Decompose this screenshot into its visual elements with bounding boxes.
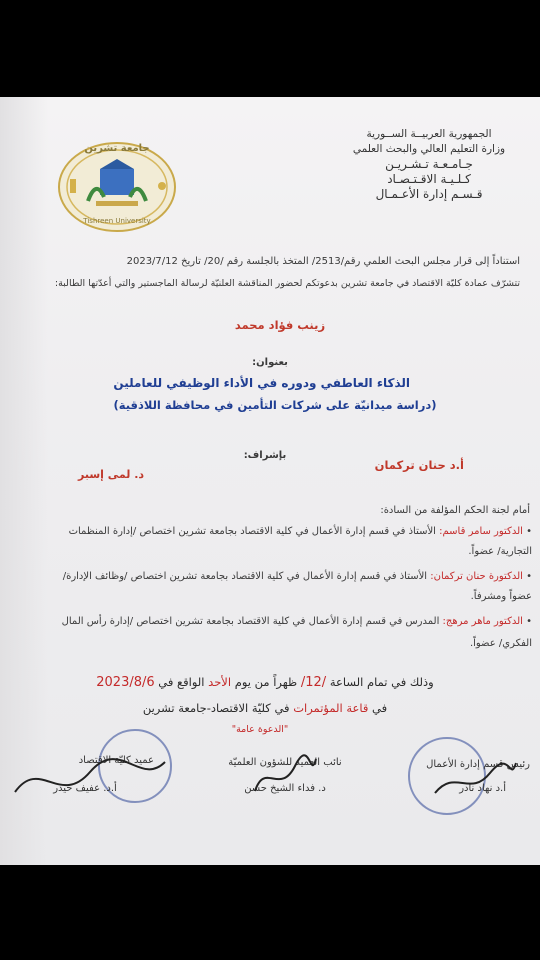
dept-head-name: أ.د نهاد نادر	[459, 783, 506, 794]
member-bullet-icon: •	[526, 526, 532, 537]
department-line: قـسـم إدارة الأعـمـال	[375, 187, 483, 201]
invitation-line: تتشرّف عمادة كليّة الاقتصاد في جامعة تشرين بدعوتكم لحضور المناقشة العلنيّة لرسالة الماجستير والتي أعدّتها الطالبة:	[54, 278, 520, 289]
university-logo	[56, 139, 178, 235]
member-bullet-icon: •	[526, 616, 532, 627]
member-description: الأستاذ في قسم إدارة الأعمال في كلية الاقتصاد بجامعة تشرين اختصاص /إدارة المنظمات	[68, 526, 436, 537]
decision-line: استناداً إلى قرار مجلس البحث العلمي رقم/2513/ المتخذ بالجلسة رقم /20/ تاريخ 2023/7/12	[126, 256, 520, 267]
dean-title: عميد كليّة الاقتصاد	[78, 755, 154, 766]
signature-scribble	[10, 747, 170, 807]
faculty-line: كـلـيـة الاقـتـصـاد	[387, 172, 471, 186]
vice-dean-name: د. فداء الشيخ حسن	[244, 783, 326, 794]
signature-scribble	[430, 753, 520, 803]
committee-member-1	[12, 526, 532, 537]
committee-member-3	[12, 616, 532, 627]
thesis-subtitle: (دراسة ميدانيّة على شركات التأمين في محافظة اللاذقية)	[113, 398, 437, 412]
ministry-line: وزارة التعليم العالي والبحث العلمي	[352, 143, 506, 155]
member-name: الدكتور سامر قاسم:	[439, 526, 523, 537]
thesis-label: بعنوان:	[252, 357, 288, 368]
student-name: زينب فؤاد محمد	[234, 318, 326, 332]
defense-date: 2023/8/6	[96, 675, 155, 690]
dean-name: أ.د. عفيف حيدر	[53, 783, 117, 794]
schedule-time-line: وذلك في تمام الساعة /12/ ظهراً من يوم الأحد الواقع في 2023/8/6	[96, 675, 434, 690]
public-invitation: "الدعوة عامة"	[231, 724, 289, 735]
committee-member-1-cont: التجارية/ عضواً.	[468, 546, 532, 557]
university-line: جـامـعـة تـشـريـن	[385, 157, 473, 171]
thesis-title: الذكاء العاطفي ودوره في الأداء الوظيفي للعاملين	[113, 376, 410, 390]
header-block	[344, 127, 514, 202]
committee-member-3-cont: الفكري/ عضواً.	[469, 638, 532, 649]
logo-text-ar: جامعة تشرين	[84, 143, 150, 154]
supervisor-1: أ.د حنان تركمان	[374, 458, 464, 472]
signature-scribble	[250, 751, 320, 801]
committee-intro: أمام لجنة الحكم المؤلفة من السادة:	[380, 505, 530, 516]
member-name: الدكتورة حنان تركمان:	[430, 571, 523, 582]
vice-dean-title: نائب العميد للشؤون العلميّة	[228, 757, 342, 768]
member-description: الأستاذ في قسم إدارة الأعمال في كلية الاقتصاد بجامعة تشرين اختصاص /وظائف الإدارة/	[62, 571, 428, 582]
schedule-location-line: في قاعة المؤتمرات في كليّة الاقتصاد-جامعة تشرين	[142, 701, 388, 715]
member-bullet-icon: •	[526, 571, 532, 582]
member-description: المدرس في قسم إدارة الأعمال في كلية الاقتصاد بجامعة تشرين اختصاص /إدارة رأس المال	[61, 616, 440, 627]
defense-day: الأحد	[208, 675, 232, 689]
dept-head-title: رئيس قسم إدارة الأعمال	[426, 759, 530, 770]
defense-hour: /12/	[300, 675, 327, 690]
supervisor-2: د. لمى إسبر	[78, 468, 145, 481]
supervision-label: بإشراف:	[243, 450, 287, 461]
committee-member-2	[12, 571, 532, 582]
republic-line: الجمهورية العربيــة الســورية	[366, 128, 492, 140]
member-name: الدكتور ماهر مرهج:	[442, 616, 523, 627]
defense-hall: قاعة المؤتمرات	[293, 701, 369, 715]
committee-member-2-cont: عضواً ومشرفاً.	[470, 591, 532, 602]
invitation-document	[0, 97, 540, 865]
logo-text-en: Tishreen University	[83, 217, 151, 225]
